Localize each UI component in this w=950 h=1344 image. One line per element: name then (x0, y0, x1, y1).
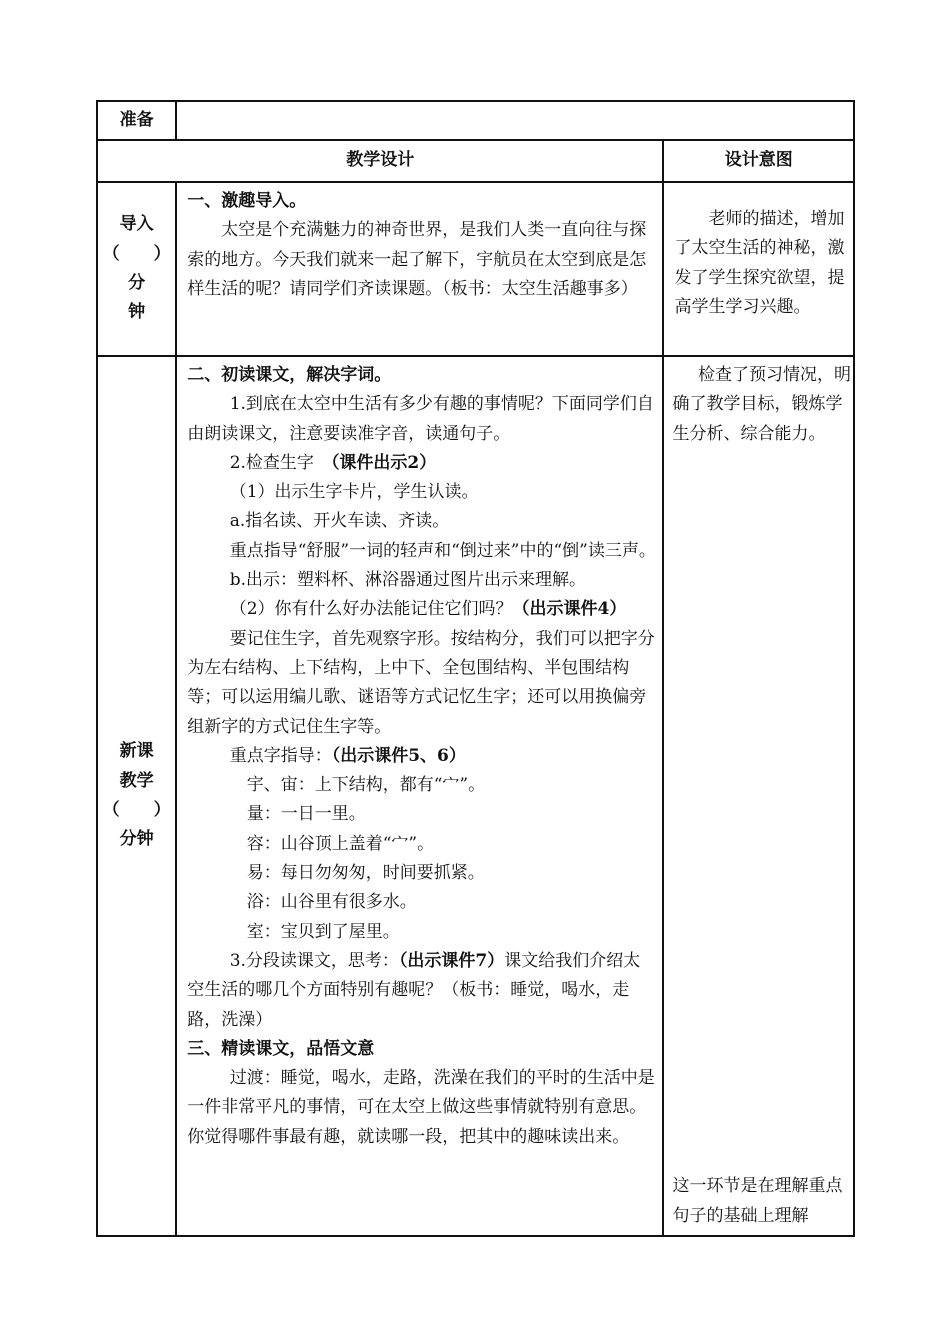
para-7-courseware: （出示课件4） (512, 599, 627, 620)
new-lesson-row (97, 356, 854, 1236)
intro-label (97, 182, 176, 356)
para-2 (187, 449, 656, 478)
design-header: 教学设计 (97, 140, 663, 182)
intro-heading: 一、激趣导入。 (187, 191, 307, 211)
para-6: b.出示：塑料杯、淋浴器通过图片出示来理解。 (229, 570, 586, 591)
intro-intent (663, 182, 854, 356)
new-lesson-intent-top: 检查了预习情况，明确了教学目标，锻炼学生分析、综合能力。 (672, 365, 851, 444)
intro-label-line1: 导入 (119, 214, 154, 235)
para-9-courseware: （出示课件5、6） (331, 745, 466, 766)
char-guide-6: 室：宝贝到了屋里。 (246, 921, 400, 942)
para-8: 要记住生字，首先观察字形。按结构分，我们可以把字分为左右结构、上下结构，上中下、全包围结构、半包围结构等；可以运用编儿歌、谜语等方式记忆生字；还可以用换偏旁组新字的方式记住生字等。 (187, 628, 655, 737)
para-2-text: 2.检查生字 (229, 452, 331, 473)
para-9 (187, 742, 656, 771)
intro-label-line2: （ ）分 (102, 243, 171, 293)
intro-intent-text: 老师的描述，增加了太空生活的神秘，激发了学生探究欲望，提高学生学习兴趣。 (674, 209, 845, 317)
new-lesson-label-line1: 新课 (119, 741, 154, 762)
char-guide-3: 容：山谷顶上盖着“宀”。 (246, 833, 435, 854)
intro-row (97, 182, 854, 356)
para-11: 过渡：睡觉，喝水，走路，洗澡在我们的平时的生活中是一件非常平凡的事情，可在太空上做这些事情就特别有意思。你觉得哪件事最有趣，就读哪一段，把其中的趣味读出来。 (187, 1068, 655, 1147)
para-10 (187, 947, 656, 1035)
section3-heading: 三、精读课文，品悟文意 (187, 1038, 375, 1059)
prep-row (97, 101, 854, 140)
prep-content (176, 101, 854, 140)
char-guide-2: 量：一日一里。 (246, 804, 366, 825)
new-lesson-intent-bottom: 这一环节是在理解重点句子的基础上理解 (672, 1176, 843, 1226)
lesson-plan-table (96, 100, 855, 1237)
para-10-b: 课文给我们介绍太空生活的哪几个方面特别有趣呢？（板书：睡觉，喝水，走路，洗澡） (187, 950, 641, 1030)
new-lesson-intent (663, 356, 854, 1236)
new-lesson-label-line2: 教学 (119, 770, 154, 791)
char-guide-1: 宇、宙：上下结构，都有“宀”。 (246, 775, 486, 796)
para-2-courseware: （课件出示2） (330, 452, 437, 473)
para-7-text: （2）你有什么好办法能记住它们吗？ (229, 599, 513, 620)
para-9-text: 重点字指导： (229, 745, 332, 766)
intro-content (176, 182, 663, 356)
para-10-a: 3.分段读课文，思考： (229, 950, 399, 971)
char-guide-4: 易：每日勿匆匆，时间要抓紧。 (246, 863, 485, 884)
para-10-courseware: （出示课件7） (398, 950, 505, 971)
para-1: 1.到底在太空中生活有多少有趣的事情呢？下面同学们自由朗读课文，注意要读准字音，读通句子。 (187, 394, 654, 444)
section2-heading: 二、初读课文，解决字词。 (187, 365, 392, 385)
new-lesson-content (176, 356, 663, 1236)
para-7 (187, 595, 656, 624)
intro-label-line3: 钟 (128, 302, 146, 323)
para-4: a.指名读、开火车读、齐读。 (229, 511, 450, 532)
prep-label: 准备 (97, 101, 176, 140)
new-lesson-label (97, 356, 176, 1236)
intro-paragraph: 太空是个充满魅力的神奇世界，是我们人类一直向往与探索的地方。今天我们就来一起了解下，宇航员在太空到底是怎样生活的呢？请同学们齐读课题。（板书：太空生活趣事多） (187, 220, 647, 299)
para-5: 重点指导“舒服”一词的轻声和“倒过来”中的“倒”读三声。 (229, 540, 656, 561)
header-row (97, 140, 854, 182)
new-lesson-label-line3: （ ） (102, 800, 171, 820)
para-3: （1）出示生字卡片，学生认读。 (229, 482, 479, 503)
new-lesson-label-line4: 分钟 (119, 829, 154, 850)
char-guide-5: 浴：山谷里有很多水。 (246, 892, 417, 913)
intent-header: 设计意图 (663, 140, 854, 182)
